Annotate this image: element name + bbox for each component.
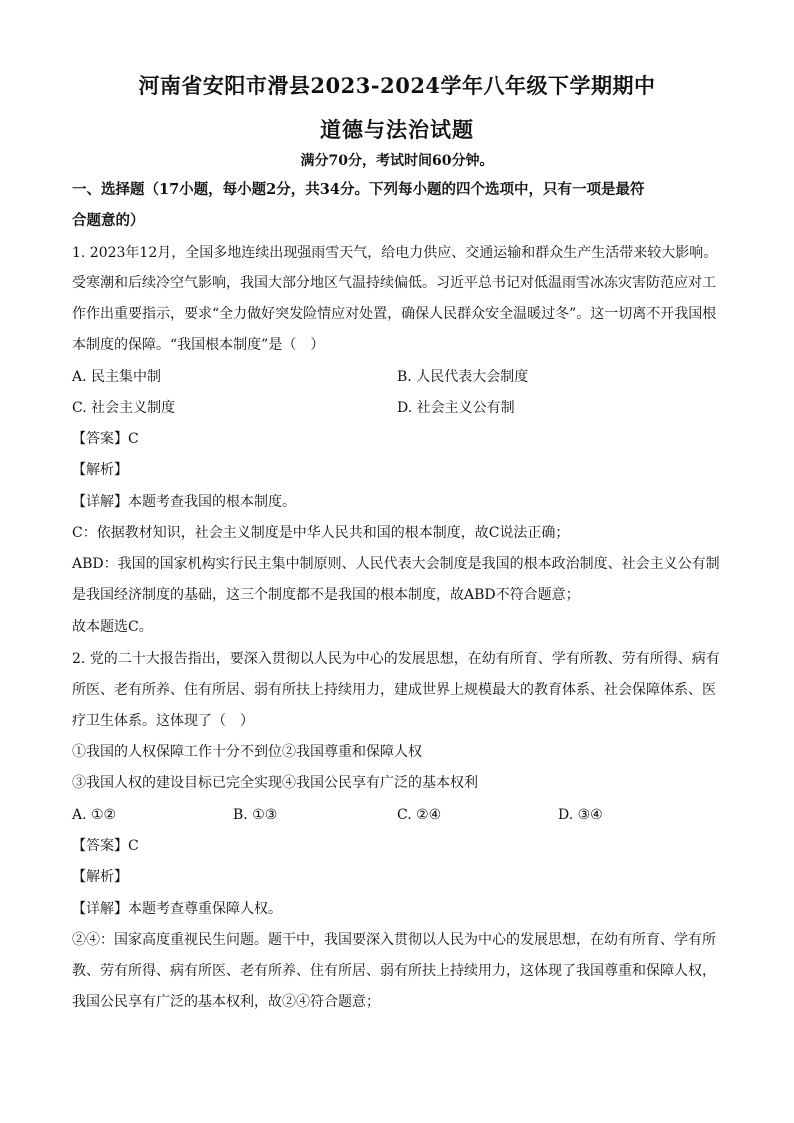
q1-stem-line: 受寒潮和后续冷空气影响，我国大部分地区气温持续偏低。习近平总书记对低温雨雪冰冻灾害防范应对工 bbox=[72, 275, 716, 291]
q2-detail: 【详解】本题考查尊重保障人权。 bbox=[72, 901, 282, 917]
exam-title-line1: 河南省安阳市滑县2023-2024学年八年级下学期期中 bbox=[138, 73, 656, 98]
q1-stem-line: 作作出重要指示，要求“全力做好突发险情应对处置，确保人民群众安全温暖过冬”。这一切离不开我国根 bbox=[72, 306, 717, 322]
q2-explain-line: ②④：国家高度重视民生问题。题干中，我国要深入贯彻以人民为中心的发展思想，在幼有所育、学有所 bbox=[72, 932, 716, 948]
q2-stem-line: 所医、老有所养、住有所居、弱有所扶上持续用力，建成世界上规模最大的教育体系、社会保障体系、医 bbox=[72, 682, 716, 698]
q1-explain-line: 是我国经济制度的基础，这三个制度都不是我国的根本制度，故ABD不符合题意； bbox=[72, 587, 580, 603]
q2-option-c: C. ②④ bbox=[397, 807, 442, 823]
q1-stem-line: 本制度的保障。“我国根本制度”是（ ） bbox=[72, 337, 325, 353]
q2-statement-line: ①我国的人权保障工作十分不到位②我国尊重和保障人权 bbox=[72, 744, 422, 760]
q1-answer: 【答案】C bbox=[72, 431, 139, 447]
q2-option-d: D. ③④ bbox=[558, 807, 603, 823]
q1-stem-line: 1. 2023年12月，全国多地连续出现强雨雪天气，给电力供应、交通运输和群众生产生活带来较大影响。 bbox=[72, 245, 718, 261]
q2-option-a: A. ①② bbox=[72, 807, 117, 823]
section-heading-cont: 合题意的） bbox=[72, 212, 145, 229]
exam-title-line2: 道德与法治试题 bbox=[320, 117, 474, 142]
q1-option-b: B. 人民代表大会制度 bbox=[397, 369, 529, 385]
section-heading: 一、选择题（17小题，每小题2分，共34分。下列每小题的四个选项中，只有一项是最符 bbox=[72, 181, 645, 198]
q1-detail: 【详解】本题考查我国的根本制度。 bbox=[72, 494, 296, 510]
q2-explain-line: 教、劳有所得、病有所医、老有所养、住有所居、弱有所扶上持续用力，这体现了我国尊重和保障人权， bbox=[72, 963, 716, 979]
q2-answer: 【答案】C bbox=[72, 838, 139, 854]
q2-option-b: B. ①③ bbox=[233, 807, 278, 823]
exam-subtitle: 满分70分，考试时间60分钟。 bbox=[300, 153, 494, 169]
q1-analysis-label: 【解析】 bbox=[72, 462, 128, 478]
q2-explain-line: 我国公民享有广泛的基本权利，故②④符合题意； bbox=[72, 994, 380, 1010]
q1-explain-line: ABD：我国的国家机构实行民主集中制原则、人民代表大会制度是我国的根本政治制度、社会主义公有制 bbox=[72, 556, 720, 572]
q1-option-c: C. 社会主义制度 bbox=[72, 400, 176, 416]
q2-statement-line: ③我国人权的建设目标已完全实现④我国公民享有广泛的基本权利 bbox=[72, 775, 478, 791]
q1-option-d: D. 社会主义公有制 bbox=[397, 400, 515, 416]
q2-stem-line: 疗卫生体系。这体现了（ ） bbox=[72, 713, 254, 729]
q2-analysis-label: 【解析】 bbox=[72, 869, 128, 885]
q1-option-a: A. 民主集中制 bbox=[72, 369, 162, 385]
q2-stem-line: 2. 党的二十大报告指出，要深入贯彻以人民为中心的发展思想，在幼有所育、学有所教、劳有所得、病有 bbox=[72, 651, 720, 667]
q1-explain-line: C：依据教材知识，社会主义制度是中华人民共和国的根本制度，故C说法正确； bbox=[72, 525, 570, 541]
q1-explain-line: 故本题选C。 bbox=[72, 619, 153, 635]
